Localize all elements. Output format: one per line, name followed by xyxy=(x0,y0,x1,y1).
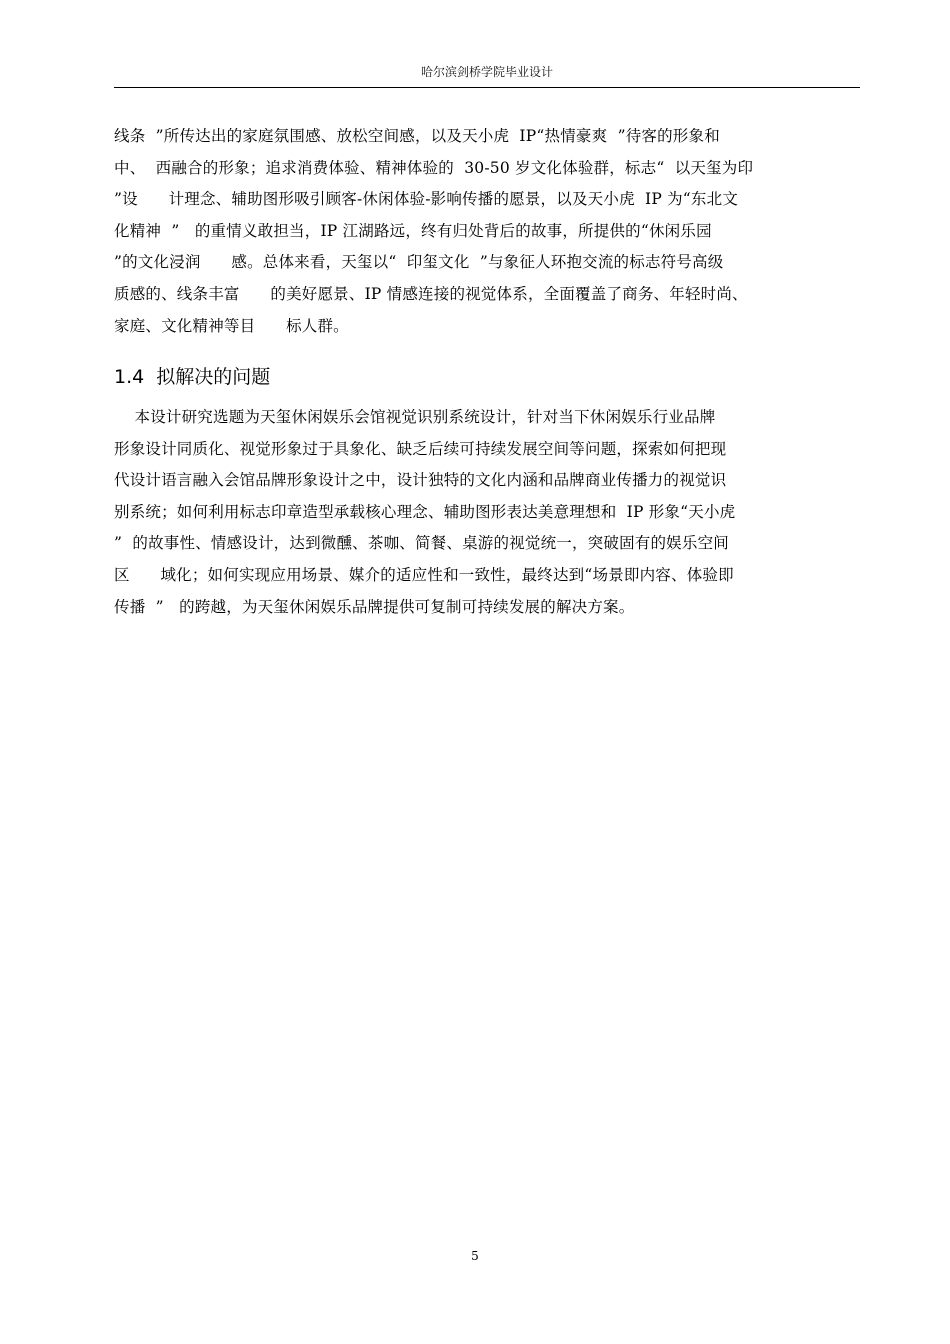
paragraph-line: 线条 ”所传达出的家庭氛围感、放松空间感，以及天小虎 IP“热情豪爽 ”待客的形象和 xyxy=(114,127,720,145)
header-divider xyxy=(114,87,860,88)
body-paragraph-1 xyxy=(114,121,874,342)
paragraph-line: 区 域化；如何实现应用场景、媒介的适应性和一致性，最终达到“场景即内容、体验即 xyxy=(114,565,734,584)
paragraph-line: 化精神 ” 的重情义敢担当，IP 江湖路远，终有归处背后的故事，所提供的“休闲乐园 xyxy=(114,221,712,240)
paragraph-line: 本设计研究选题为天玺休闲娱乐会馆视觉识别系统设计，针对当下休闲娱乐行业品牌 xyxy=(114,408,716,426)
paragraph-line: ” 的故事性、情感设计，达到微醺、茶咖、简餐、桌游的视觉统一，突破固有的娱乐空间 xyxy=(114,534,729,553)
paragraph-line: 家庭、文化精神等目 标人群。 xyxy=(114,316,349,335)
body-paragraph-2 xyxy=(114,402,874,623)
page-header-title: 哈尔滨剑桥学院毕业设计 xyxy=(420,65,553,79)
paragraph-line: 形象设计同质化、视觉形象过于具象化、缺乏后续可持续发展空间等问题，探索如何把现 xyxy=(114,439,727,458)
paragraph-line: 中、 西融合的形象；追求消费体验、精神体验的 30-50 岁文化体验群，标志“ 以天玺为印 xyxy=(114,158,754,177)
section-heading: 1.4 拟解决的问题 xyxy=(114,366,271,388)
paragraph-line: 传播 ” 的跨越，为天玺休闲娱乐品牌提供可复制可持续发展的解决方案。 xyxy=(114,597,635,616)
paragraph-line: 代设计语言融入会馆品牌形象设计之中，设计独特的文化内涵和品牌商业传播力的视觉识 xyxy=(114,471,727,490)
paragraph-line: ”设 计理念、辅助图形吸引顾客-休闲体验-影响传播的愿景，以及天小虎 IP 为“东北文 xyxy=(114,190,739,209)
paragraph-line: ”的文化浸润 感。总体来看，天玺以“ 印玺文化 ”与象征人环抱交流的标志符号高级 xyxy=(114,253,724,272)
paragraph-line: 别系统；如何利用标志印章造型承载核心理念、辅助图形表达美意理想和 IP 形象“天小虎 xyxy=(114,502,736,521)
page-number: 5 xyxy=(471,1249,479,1263)
paragraph-line: 质感的、线条丰富 的美好愿景、IP 情感连接的视觉体系，全面覆盖了商务、年轻时尚、 xyxy=(114,284,748,303)
